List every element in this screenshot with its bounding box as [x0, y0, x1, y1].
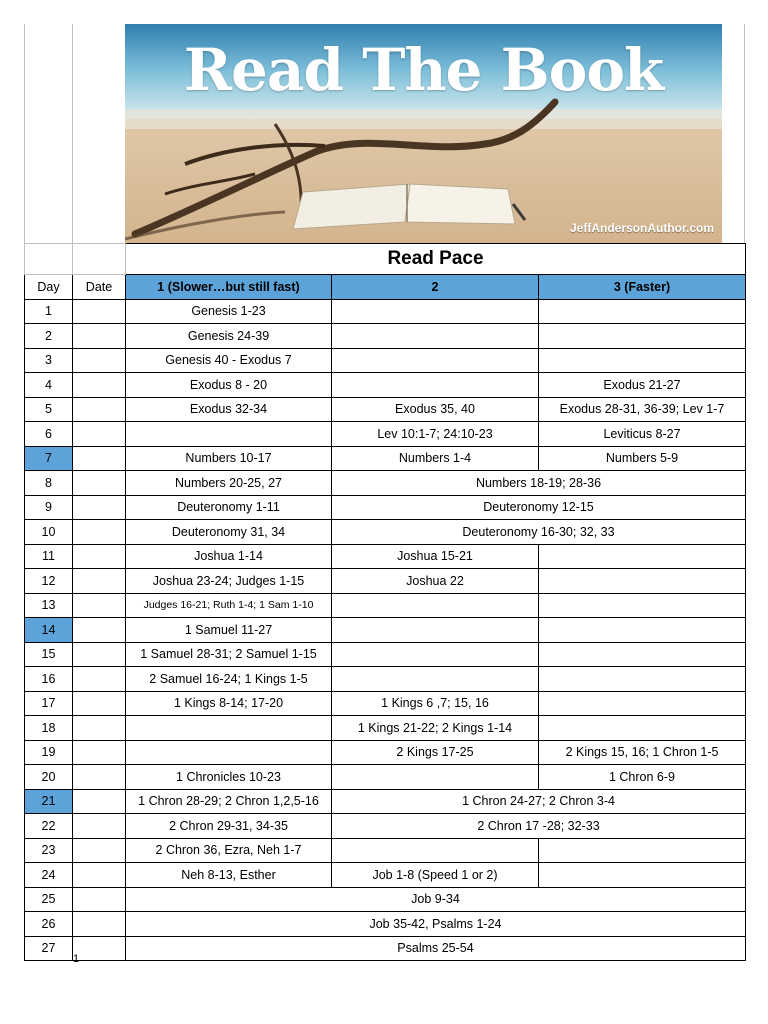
reading-cell: 1 Chron 24-27; 2 Chron 3-4 — [332, 789, 746, 814]
reading-cell: Deuteronomy 31, 34 — [126, 520, 332, 545]
header-pace-1: 1 (Slower…but still fast) — [126, 275, 332, 300]
reading-cell: Joshua 1-14 — [126, 544, 332, 569]
reading-cell: Numbers 10-17 — [126, 446, 332, 471]
reading-cell: 1 Samuel 28-31; 2 Samuel 1-15 — [126, 642, 332, 667]
date-cell[interactable] — [73, 863, 126, 888]
date-cell[interactable] — [73, 373, 126, 398]
day-cell: 24 — [25, 863, 73, 888]
reading-cell: Genesis 1-23 — [126, 299, 332, 324]
reading-cell: Psalms 25-54 — [126, 936, 746, 961]
table-row — [25, 765, 746, 790]
reading-cell: 2 Samuel 16-24; 1 Kings 1-5 — [126, 667, 332, 692]
table-row — [25, 716, 746, 741]
day-cell: 5 — [25, 397, 73, 422]
day-cell: 23 — [25, 838, 73, 863]
header-day: Day — [25, 275, 73, 300]
reading-cell: 1 Kings 6 ,7; 15, 16 — [332, 691, 539, 716]
reading-cell: Job 9-34 — [126, 887, 746, 912]
table-row — [25, 838, 746, 863]
date-cell[interactable] — [73, 642, 126, 667]
reading-cell — [126, 740, 332, 765]
day-cell: 26 — [25, 912, 73, 937]
date-cell[interactable] — [73, 667, 126, 692]
reading-cell: Numbers 20-25, 27 — [126, 471, 332, 496]
table-row — [25, 520, 746, 545]
reading-cell: Lev 10:1-7; 24:10-23 — [332, 422, 539, 447]
day-cell: 7 — [25, 446, 73, 471]
reading-cell: Joshua 22 — [332, 569, 539, 594]
reading-cell: Genesis 24-39 — [126, 324, 332, 349]
table-row — [25, 887, 746, 912]
reading-cell — [539, 544, 746, 569]
day-cell: 27 — [25, 936, 73, 961]
table-row — [25, 422, 746, 447]
reading-cell — [539, 642, 746, 667]
reading-cell: 2 Chron 29-31, 34-35 — [126, 814, 332, 839]
date-cell[interactable] — [73, 765, 126, 790]
reading-cell: Exodus 8 - 20 — [126, 373, 332, 398]
day-cell: 1 — [25, 299, 73, 324]
day-cell: 17 — [25, 691, 73, 716]
date-cell[interactable] — [73, 446, 126, 471]
table-row — [25, 691, 746, 716]
reading-cell: 1 Samuel 11-27 — [126, 618, 332, 643]
day-cell: 19 — [25, 740, 73, 765]
reading-cell: Deuteronomy 16-30; 32, 33 — [332, 520, 746, 545]
day-cell: 11 — [25, 544, 73, 569]
reading-cell — [539, 691, 746, 716]
header-pace-2: 2 — [332, 275, 539, 300]
table-row — [25, 544, 746, 569]
pace-title-row — [25, 244, 746, 275]
date-cell[interactable] — [73, 740, 126, 765]
reading-cell: Joshua 15-21 — [332, 544, 539, 569]
reading-cell: 1 Chron 6-9 — [539, 765, 746, 790]
table-row — [25, 863, 746, 888]
table-row — [25, 814, 746, 839]
reading-cell — [539, 838, 746, 863]
table-row — [25, 593, 746, 618]
day-cell: 16 — [25, 667, 73, 692]
date-cell[interactable] — [73, 618, 126, 643]
table-row — [25, 642, 746, 667]
reading-cell — [126, 422, 332, 447]
table-row — [25, 618, 746, 643]
date-cell[interactable] — [73, 936, 126, 961]
day-cell: 18 — [25, 716, 73, 741]
date-cell[interactable] — [73, 716, 126, 741]
reading-cell — [539, 593, 746, 618]
header-row — [25, 275, 746, 300]
day-cell: 2 — [25, 324, 73, 349]
reading-cell — [332, 838, 539, 863]
header-pace-3: 3 (Faster) — [539, 275, 746, 300]
table-row — [25, 397, 746, 422]
date-cell[interactable] — [73, 789, 126, 814]
page-number: 1 — [73, 953, 80, 965]
reading-cell: Numbers 5-9 — [539, 446, 746, 471]
reading-cell — [332, 618, 539, 643]
reading-cell: Numbers 1-4 — [332, 446, 539, 471]
day-cell: 22 — [25, 814, 73, 839]
table-row — [25, 471, 746, 496]
reading-cell: Genesis 40 - Exodus 7 — [126, 348, 332, 373]
reading-cell: 1 Kings 8-14; 17-20 — [126, 691, 332, 716]
reading-cell — [332, 667, 539, 692]
table-row — [25, 789, 746, 814]
reading-cell — [539, 569, 746, 594]
day-cell: 8 — [25, 471, 73, 496]
date-cell[interactable] — [73, 299, 126, 324]
day-cell: 21 — [25, 789, 73, 814]
reading-cell: Job 35-42, Psalms 1-24 — [126, 912, 746, 937]
date-cell[interactable] — [73, 593, 126, 618]
reading-cell: Joshua 23-24; Judges 1-15 — [126, 569, 332, 594]
reading-cell: 2 Chron 36, Ezra, Neh 1-7 — [126, 838, 332, 863]
reading-cell: Exodus 35, 40 — [332, 397, 539, 422]
date-cell[interactable] — [73, 912, 126, 937]
day-cell: 10 — [25, 520, 73, 545]
reading-plan-sheet — [24, 24, 745, 961]
reading-cell — [332, 348, 539, 373]
reading-cell: 1 Chron 28-29; 2 Chron 1,2,5-16 — [126, 789, 332, 814]
reading-cell — [332, 765, 539, 790]
day-cell: 9 — [25, 495, 73, 520]
table-row — [25, 348, 746, 373]
reading-cell — [332, 642, 539, 667]
reading-cell: Numbers 18-19; 28-36 — [332, 471, 746, 496]
reading-cell — [126, 716, 332, 741]
table-row — [25, 667, 746, 692]
reading-cell — [539, 716, 746, 741]
reading-cell: Exodus 28-31, 36-39; Lev 1-7 — [539, 397, 746, 422]
table-row — [25, 740, 746, 765]
date-cell[interactable] — [73, 544, 126, 569]
day-cell: 6 — [25, 422, 73, 447]
reading-cell: Exodus 21-27 — [539, 373, 746, 398]
reading-cell — [539, 863, 746, 888]
reading-cell — [539, 667, 746, 692]
reading-cell: 2 Chron 17 -28; 32-33 — [332, 814, 746, 839]
table-row — [25, 936, 746, 961]
reading-cell: 2 Kings 15, 16; 1 Chron 1-5 — [539, 740, 746, 765]
banner-row — [24, 24, 745, 243]
pace-title: Read Pace — [126, 244, 746, 275]
day-cell: 13 — [25, 593, 73, 618]
reading-cell — [539, 618, 746, 643]
date-cell[interactable] — [73, 348, 126, 373]
day-cell: 12 — [25, 569, 73, 594]
table-row — [25, 446, 746, 471]
day-cell: 20 — [25, 765, 73, 790]
reading-cell — [332, 324, 539, 349]
reading-cell: Deuteronomy 1-11 — [126, 495, 332, 520]
table-row — [25, 569, 746, 594]
date-cell[interactable] — [73, 397, 126, 422]
date-cell[interactable] — [73, 887, 126, 912]
reading-cell: Deuteronomy 12-15 — [332, 495, 746, 520]
reading-cell: Neh 8-13, Esther — [126, 863, 332, 888]
day-cell: 4 — [25, 373, 73, 398]
date-cell[interactable] — [73, 520, 126, 545]
reading-schedule-table — [24, 243, 746, 961]
banner-image — [125, 24, 722, 243]
reading-cell: Exodus 32-34 — [126, 397, 332, 422]
banner-credit: JeffAndersonAuthor.com — [569, 221, 714, 235]
day-cell: 3 — [25, 348, 73, 373]
day-cell: 15 — [25, 642, 73, 667]
reading-cell: Job 1-8 (Speed 1 or 2) — [332, 863, 539, 888]
date-cell[interactable] — [73, 814, 126, 839]
reading-cell: 1 Chronicles 10-23 — [126, 765, 332, 790]
date-cell[interactable] — [73, 422, 126, 447]
reading-cell: Leviticus 8-27 — [539, 422, 746, 447]
reading-cell — [332, 299, 539, 324]
reading-cell: 2 Kings 17-25 — [332, 740, 539, 765]
table-row — [25, 373, 746, 398]
date-cell[interactable] — [73, 471, 126, 496]
table-row — [25, 324, 746, 349]
reading-cell — [332, 593, 539, 618]
reading-cell: 1 Kings 21-22; 2 Kings 1-14 — [332, 716, 539, 741]
reading-cell — [539, 299, 746, 324]
reading-cell: Judges 16-21; Ruth 1-4; 1 Sam 1-10 — [126, 593, 332, 618]
table-row — [25, 912, 746, 937]
date-cell[interactable] — [73, 569, 126, 594]
date-cell[interactable] — [73, 324, 126, 349]
day-cell: 25 — [25, 887, 73, 912]
table-row — [25, 495, 746, 520]
date-cell[interactable] — [73, 495, 126, 520]
header-date: Date — [73, 275, 126, 300]
reading-cell — [539, 324, 746, 349]
date-cell[interactable] — [73, 691, 126, 716]
day-cell: 14 — [25, 618, 73, 643]
date-cell[interactable] — [73, 838, 126, 863]
table-row — [25, 299, 746, 324]
reading-cell — [539, 348, 746, 373]
banner-title: Read The Book — [183, 36, 664, 104]
reading-cell — [332, 373, 539, 398]
